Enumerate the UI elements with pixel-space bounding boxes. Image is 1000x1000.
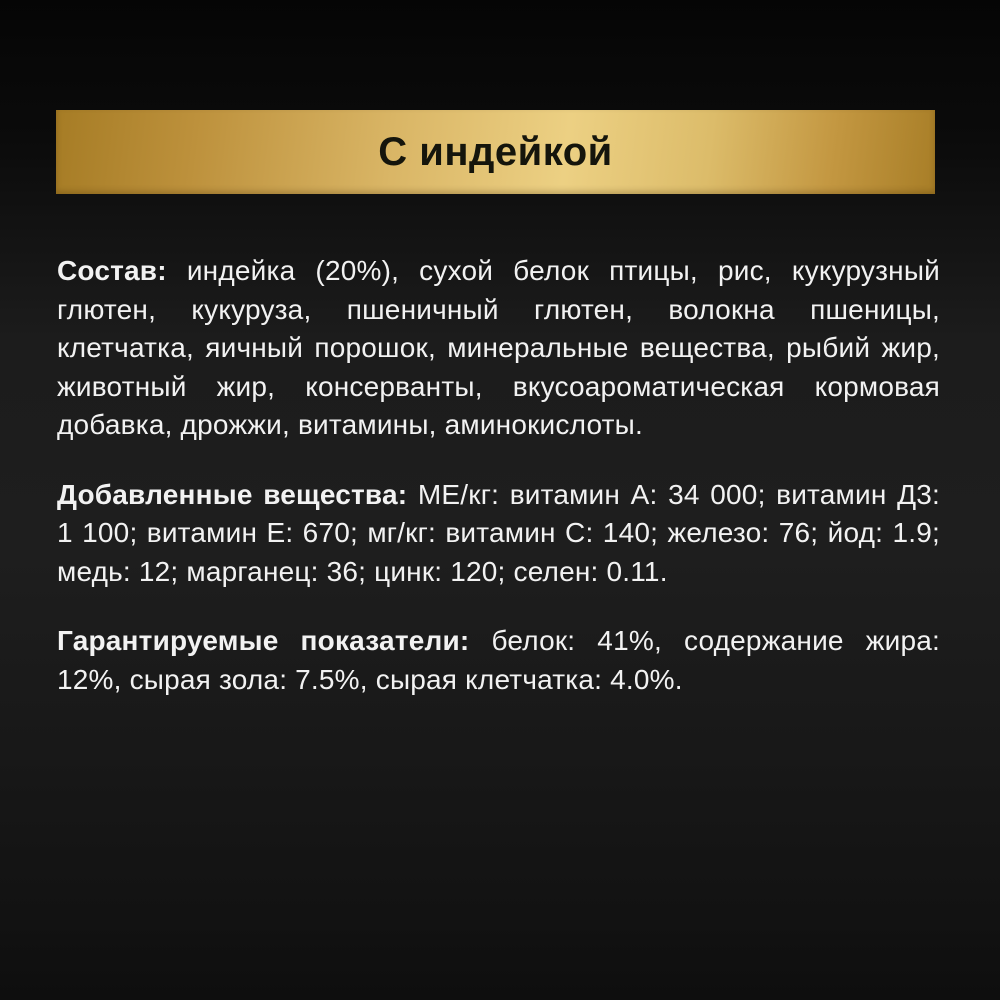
flavor-banner (56, 110, 935, 194)
guaranteed-analysis-text: белок: 41%, содержание жира: 12%, сырая зола: 7.5%, сырая клетчатка: 4.0%. (57, 625, 941, 695)
composition-label: Состав: (57, 255, 167, 286)
label-text-block (57, 252, 940, 699)
composition-section (57, 252, 940, 445)
composition-text: индейка (20%), сухой белок птицы, рис, кукурузный глютен, кукуруза, пшеничный глютен, волокна пшеницы, клетчатка, яичный порошок, минеральные вещества, рыбий жир, животный жир, консерванты, вкусоароматическая кормовая добавка, дрожжи, витамины, аминокислоты. (57, 255, 940, 440)
guaranteed-analysis-label: Гарантируемые показатели: (57, 625, 470, 656)
guaranteed-analysis-section (57, 622, 940, 699)
flavor-title: С индейкой (378, 129, 613, 174)
additives-section (57, 476, 940, 592)
additives-label: Добавленные вещества: (57, 478, 408, 510)
additives-text: МЕ/кг: витамин А: 34 000; витамин Д3: 1 100; витамин Е: 670; мг/кг: витамин С: 140; железо: 76; йод: 1.9; медь: 12; марганец: 36; цинк: 120; селен: 0.11. (57, 478, 941, 587)
